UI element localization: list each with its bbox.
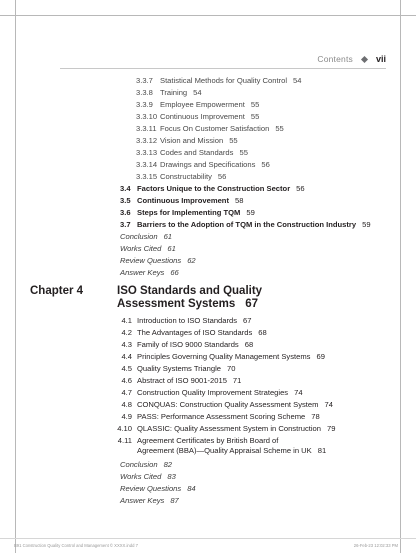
toc-end-matter[interactable]: Answer Keys 66: [120, 268, 179, 277]
toc-end-matter[interactable]: Review Questions 84: [120, 484, 196, 493]
chapter-page: 67: [245, 298, 259, 310]
toc-chapter-section[interactable]: 4.10 QLASSIC: Quality Assessment System in Construction 79: [117, 424, 336, 433]
chapter-title-line1: ISO Standards and Quality: [117, 285, 263, 297]
toc-end-matter[interactable]: Review Questions 62: [120, 256, 196, 265]
toc-subsection[interactable]: 3.3.15 Constructability 56: [136, 172, 227, 181]
frame-line-left: [15, 0, 16, 553]
toc-chapter-section-continued[interactable]: Agreement (BBA)—Quality Appraisal Scheme in UK 81: [137, 446, 327, 455]
toc-section[interactable]: 3.6 Steps for Implementing TQM 59: [120, 208, 255, 217]
footer-file-info: B91 Construction Quality Control and Management © XXXX.indd 7: [14, 543, 138, 548]
toc-chapter-section[interactable]: 4.2 The Advantages of ISO Standards 68: [121, 328, 267, 337]
footer-rule: [0, 538, 416, 539]
toc-subsection[interactable]: 3.3.7 Statistical Methods for Quality Control 54: [136, 76, 302, 85]
diamond-icon: [361, 55, 368, 62]
chapter-title[interactable]: [117, 285, 262, 311]
toc-subsection[interactable]: 3.3.12 Vision and Mission 55: [136, 136, 238, 145]
header-rule: [60, 68, 386, 69]
toc-end-matter[interactable]: Conclusion 61: [120, 232, 173, 241]
toc-chapter-section[interactable]: 4.4 Principles Governing Quality Management Systems 69: [121, 352, 325, 361]
toc-chapter-section[interactable]: 4.3 Family of ISO 9000 Standards 68: [121, 340, 254, 349]
toc-subsection[interactable]: 3.3.9 Employee Empowerment 55: [136, 100, 260, 109]
toc-subsection[interactable]: 3.3.11 Focus On Customer Satisfaction 55: [136, 124, 284, 133]
toc-end-matter[interactable]: Works Cited 61: [120, 244, 176, 253]
running-title: Contents: [317, 54, 353, 64]
toc-end-matter[interactable]: Conclusion 82: [120, 460, 173, 469]
toc-subsection[interactable]: 3.3.8 Training 54: [136, 88, 202, 97]
toc-chapter-section[interactable]: 4.5 Quality Systems Triangle 70: [121, 364, 236, 373]
footer-timestamp: 26-Feb-23 12:02:33 PM: [353, 543, 398, 548]
toc-chapter-section[interactable]: 4.9 PASS: Performance Assessment Scoring Scheme 78: [121, 412, 320, 421]
toc-section[interactable]: 3.4 Factors Unique to the Construction Sector 56: [120, 184, 305, 193]
toc-chapter-section[interactable]: 4.7 Construction Quality Improvement Strategies 74: [121, 388, 303, 397]
toc-subsection[interactable]: 3.3.14 Drawings and Specifications 56: [136, 160, 270, 169]
toc-chapter-section[interactable]: 4.1 Introduction to ISO Standards 67: [121, 316, 252, 325]
toc-section[interactable]: 3.5 Continuous Improvement 58: [120, 196, 244, 205]
toc-chapter-section[interactable]: 4.11 Agreement Certificates by British Board of: [117, 436, 279, 445]
page-number: vii: [375, 54, 386, 64]
toc-section[interactable]: 3.7 Barriers to the Adoption of TQM in the Construction Industry 59: [120, 220, 371, 229]
toc-chapter-section[interactable]: 4.8 CONQUAS: Construction Quality Assessment System 74: [121, 400, 333, 409]
frame-line-right: [400, 0, 401, 553]
toc-chapter-section[interactable]: 4.6 Abstract of ISO 9001-2015 71: [121, 376, 242, 385]
chapter-title-line2: Assessment Systems: [117, 298, 236, 310]
toc-subsection[interactable]: 3.3.13 Codes and Standards 55: [136, 148, 248, 157]
toc-end-matter[interactable]: Answer Keys 87: [120, 496, 179, 505]
running-header: [317, 52, 386, 66]
toc-subsection[interactable]: 3.3.10 Continuous Improvement 55: [136, 112, 260, 121]
frame-line-top: [0, 15, 416, 16]
toc-end-matter[interactable]: Works Cited 83: [120, 472, 176, 481]
chapter-label: Chapter 4: [30, 285, 84, 297]
